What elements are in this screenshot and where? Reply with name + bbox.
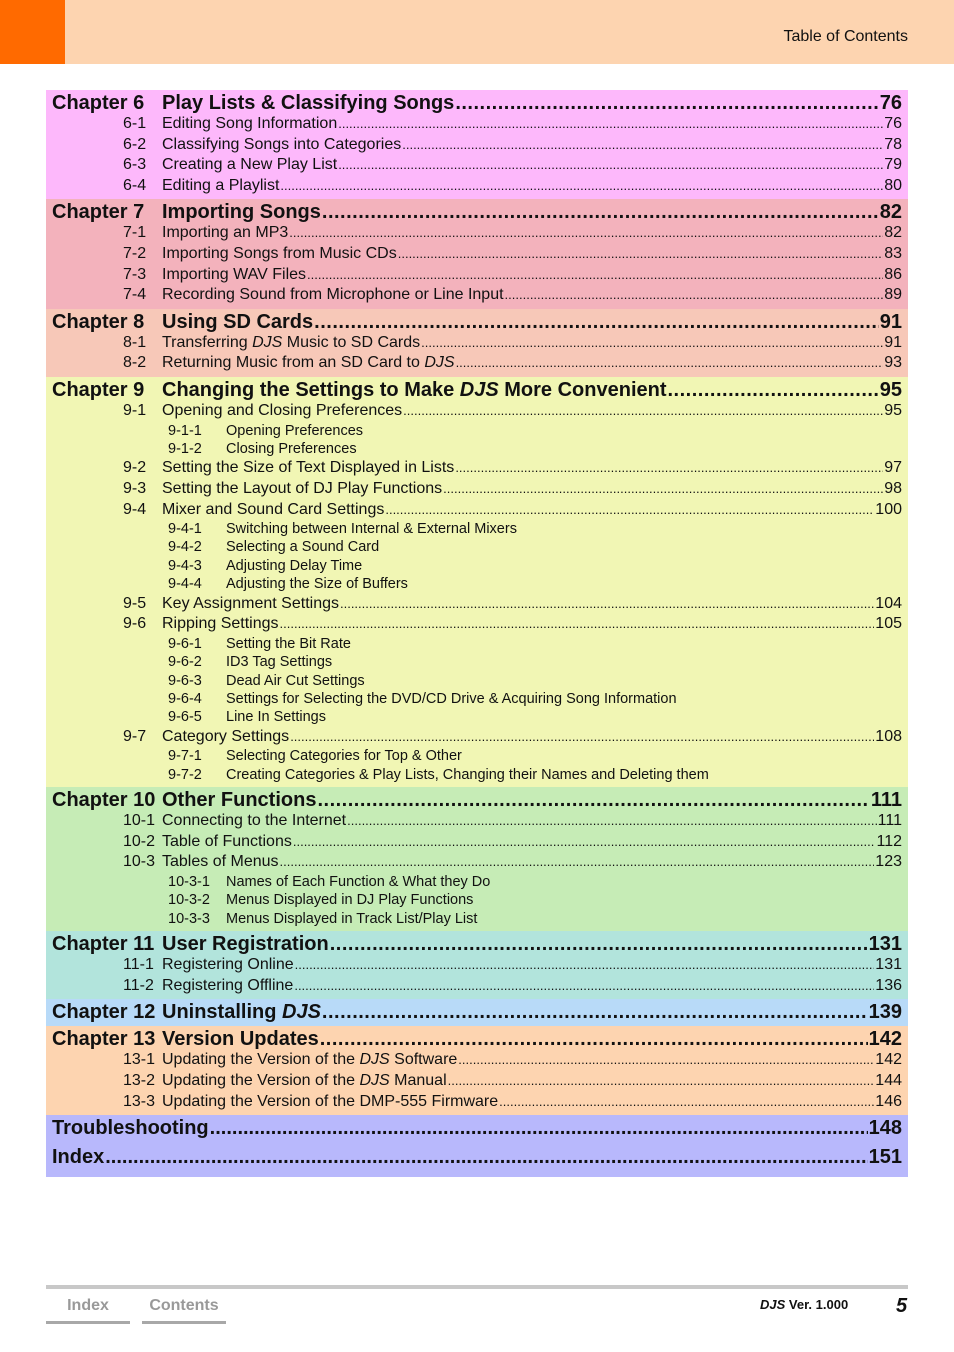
chapter-label: Chapter 11 bbox=[52, 933, 155, 956]
toc-item-9-4[interactable] bbox=[46, 501, 908, 522]
item-number: 7-2 bbox=[123, 244, 147, 262]
toc-item-6-2[interactable] bbox=[46, 136, 908, 157]
item-page: 82 bbox=[884, 224, 902, 242]
item-number: 11-2 bbox=[123, 976, 154, 994]
toc-item-8-1[interactable] bbox=[46, 334, 908, 355]
item-number: 9-4 bbox=[123, 500, 147, 518]
footer-contents-link[interactable]: Contents bbox=[142, 1296, 226, 1324]
item-title: Opening and Closing Preferences bbox=[162, 401, 403, 419]
chapter-label: Chapter 8 bbox=[52, 310, 145, 333]
subitem-number: 9-4-3 bbox=[168, 557, 202, 574]
item-number: 13-1 bbox=[123, 1051, 156, 1069]
subitem-title: Names of Each Function & What they Do bbox=[226, 873, 491, 890]
chapter-6-section bbox=[46, 90, 908, 199]
toc-subitem-9-4-1[interactable] bbox=[46, 521, 908, 539]
item-number: 8-1 bbox=[123, 333, 147, 351]
toc-subitem-10-3-2[interactable] bbox=[46, 892, 908, 910]
toc-chapter-10[interactable] bbox=[46, 789, 908, 812]
item-title: Returning Music from an SD Card to DJS bbox=[162, 354, 455, 372]
toc-item-7-4[interactable] bbox=[46, 286, 908, 307]
toc-subitem-9-1-2[interactable] bbox=[46, 441, 908, 459]
subitem-number: 9-6-4 bbox=[168, 691, 202, 708]
item-page: 142 bbox=[875, 1051, 902, 1069]
subitem-number: 9-7-1 bbox=[168, 748, 202, 765]
toc-chapter-6[interactable] bbox=[46, 92, 908, 115]
item-page: 123 bbox=[875, 853, 902, 871]
toc-item-11-2[interactable] bbox=[46, 977, 908, 998]
item-title: Key Assignment Settings bbox=[162, 594, 339, 612]
toc-item-7-1[interactable] bbox=[46, 224, 908, 245]
subitem-title: Line In Settings bbox=[226, 709, 326, 726]
subitem-title: Creating Categories & Play Lists, Changing their Names and Deleting them bbox=[226, 766, 709, 783]
item-number: 6-4 bbox=[123, 176, 147, 194]
item-title: Importing an MP3 bbox=[162, 224, 289, 242]
toc-subitem-9-4-3[interactable] bbox=[46, 558, 908, 576]
item-title: Registering Online bbox=[162, 956, 294, 974]
item-page: 146 bbox=[875, 1092, 902, 1110]
chapter-title: Play Lists & Classifying Songs bbox=[162, 92, 455, 114]
footer-divider bbox=[46, 1285, 908, 1289]
chapter-label: Chapter 12 bbox=[52, 1001, 156, 1024]
header-title: Table of Contents bbox=[783, 28, 908, 45]
subitem-title: ID3 Tag Settings bbox=[226, 654, 333, 671]
chapter-page: 139 bbox=[868, 1001, 902, 1024]
footer-index-link[interactable]: Index bbox=[46, 1296, 130, 1324]
item-page: 104 bbox=[875, 594, 902, 612]
chapter-title: Importing Songs bbox=[162, 201, 321, 224]
item-page: 108 bbox=[875, 727, 902, 745]
item-number: 9-3 bbox=[123, 479, 147, 497]
item-page: 91 bbox=[884, 333, 902, 351]
item-page: 83 bbox=[884, 244, 902, 262]
item-title: Recording Sound from Microphone or Line Input bbox=[162, 286, 504, 304]
chapter-12-section bbox=[46, 999, 908, 1026]
toc-item-9-3[interactable] bbox=[46, 480, 908, 501]
item-page: 131 bbox=[875, 956, 902, 974]
item-number: 7-3 bbox=[123, 265, 147, 283]
item-title: Updating the Version of the DJS Software bbox=[162, 1051, 458, 1069]
subitem-title: Setting the Bit Rate bbox=[226, 635, 351, 652]
index-page: 151 bbox=[868, 1146, 902, 1169]
item-title: Editing Song Information bbox=[162, 115, 338, 132]
item-title: Mixer and Sound Card Settings bbox=[162, 500, 385, 518]
chapter-page: 142 bbox=[868, 1028, 902, 1051]
toc-subitem-9-7-2[interactable] bbox=[46, 767, 908, 785]
item-page: 105 bbox=[875, 615, 902, 633]
chapter-page: 95 bbox=[879, 378, 902, 401]
item-page: 78 bbox=[884, 135, 902, 153]
toc-item-6-1[interactable] bbox=[46, 115, 908, 136]
item-number: 9-7 bbox=[123, 727, 147, 745]
subitem-number: 9-4-2 bbox=[168, 539, 202, 556]
subitem-title: Adjusting the Size of Buffers bbox=[226, 576, 408, 593]
toc-chapter-13[interactable] bbox=[46, 1028, 908, 1051]
item-page: 95 bbox=[884, 401, 902, 419]
subitem-title: Menus Displayed in Track List/Play List bbox=[226, 910, 478, 927]
chapter-page: 76 bbox=[879, 92, 902, 114]
item-number: 13-2 bbox=[123, 1071, 156, 1089]
chapter-label: Chapter 9 bbox=[52, 378, 145, 401]
toc-chapter-8[interactable] bbox=[46, 311, 908, 334]
item-number: 10-3 bbox=[123, 853, 156, 871]
subitem-title: Closing Preferences bbox=[226, 440, 357, 457]
item-number: 9-1 bbox=[123, 401, 147, 419]
chapter-13-section bbox=[46, 1026, 908, 1115]
item-title: Updating the Version of the DJS Manual bbox=[162, 1071, 447, 1089]
toc-item-7-3[interactable] bbox=[46, 266, 908, 287]
troubleshooting-title: Troubleshooting bbox=[52, 1117, 209, 1140]
subitem-title: Adjusting Delay Time bbox=[226, 557, 363, 574]
toc-item-6-4[interactable] bbox=[46, 177, 908, 198]
toc-item-9-5[interactable] bbox=[46, 595, 908, 616]
toc-item-13-1[interactable] bbox=[46, 1051, 908, 1072]
toc-subitem-9-1-1[interactable] bbox=[46, 423, 908, 441]
subitem-number: 9-4-1 bbox=[168, 521, 202, 538]
item-number: 9-5 bbox=[123, 594, 147, 612]
item-title: Ripping Settings bbox=[162, 615, 279, 633]
subitem-title: Selecting a Sound Card bbox=[226, 539, 380, 556]
item-title: Creating a New Play List bbox=[162, 156, 338, 174]
index-title: Index bbox=[52, 1146, 105, 1169]
item-title: Classifying Songs into Categories bbox=[162, 135, 402, 153]
toc-subitem-10-3-1[interactable] bbox=[46, 874, 908, 892]
item-number: 9-2 bbox=[123, 459, 147, 477]
item-title: Importing WAV Files bbox=[162, 265, 307, 283]
toc-chapter-7[interactable] bbox=[46, 201, 908, 224]
item-page: 136 bbox=[875, 976, 902, 994]
item-page: 80 bbox=[884, 176, 902, 194]
item-page: 93 bbox=[884, 354, 902, 372]
toc-item-9-2[interactable] bbox=[46, 459, 908, 480]
item-number: 6-3 bbox=[123, 156, 147, 174]
chapter-page: 91 bbox=[879, 310, 902, 333]
subitem-number: 9-4-4 bbox=[168, 576, 202, 593]
chapter-title: Using SD Cards bbox=[162, 310, 314, 333]
subitem-number: 9-6-1 bbox=[168, 635, 202, 652]
item-number: 11-1 bbox=[123, 956, 154, 974]
chapter-9-section bbox=[46, 377, 908, 787]
toc-subitem-9-7-1[interactable] bbox=[46, 748, 908, 766]
item-number: 8-2 bbox=[123, 354, 147, 372]
item-page: 89 bbox=[884, 286, 902, 304]
toc-item-9-7[interactable] bbox=[46, 728, 908, 749]
chapter-title: Changing the Settings to Make DJS More Convenient bbox=[162, 378, 667, 401]
item-title: Registering Offline bbox=[162, 976, 294, 994]
chapter-label: Chapter 10 bbox=[52, 789, 156, 812]
toc-subitem-9-4-4[interactable] bbox=[46, 576, 908, 594]
toc-subitem-9-6-5[interactable] bbox=[46, 709, 908, 727]
toc-subitem-9-6-2[interactable] bbox=[46, 654, 908, 672]
troubleshooting-page: 148 bbox=[868, 1117, 902, 1140]
subitem-title: Menus Displayed in DJ Play Functions bbox=[226, 892, 474, 909]
item-page: 97 bbox=[884, 459, 902, 477]
item-title: Table of Functions bbox=[162, 832, 292, 850]
toc-item-10-2[interactable] bbox=[46, 833, 908, 854]
chapter-7-section bbox=[46, 199, 908, 308]
subitem-title: Settings for Selecting the DVD/CD Drive & Acquiring Song Information bbox=[226, 691, 677, 708]
item-number: 10-1 bbox=[123, 812, 156, 830]
item-number: 7-1 bbox=[123, 224, 147, 242]
subitem-number: 9-1-2 bbox=[168, 440, 202, 457]
chapter-label: Chapter 6 bbox=[52, 92, 145, 114]
subitem-number: 9-7-2 bbox=[168, 766, 202, 783]
subitem-title: Opening Preferences bbox=[226, 422, 364, 439]
footer-version: DJS Ver. 1.000 bbox=[760, 1297, 849, 1312]
toc-item-13-2[interactable] bbox=[46, 1072, 908, 1093]
item-title: Category Settings bbox=[162, 727, 290, 745]
item-number: 7-4 bbox=[123, 286, 147, 304]
chapter-title: Version Updates bbox=[162, 1028, 319, 1051]
toc-chapter-12[interactable] bbox=[46, 1001, 908, 1024]
item-number: 6-2 bbox=[123, 135, 147, 153]
item-page: 76 bbox=[884, 115, 902, 132]
chapter-title: User Registration bbox=[162, 933, 329, 956]
item-title: Connecting to the Internet bbox=[162, 812, 347, 830]
item-number: 6-1 bbox=[123, 115, 147, 132]
item-title: Editing a Playlist bbox=[162, 176, 280, 194]
subitem-number: 10-3-1 bbox=[168, 873, 210, 890]
item-page: 112 bbox=[876, 832, 902, 850]
toc-item-10-1[interactable] bbox=[46, 812, 908, 833]
item-page: 111 bbox=[877, 812, 902, 830]
item-title: Importing Songs from Music CDs bbox=[162, 244, 397, 262]
subitem-title: Switching between Internal & External Mixers bbox=[226, 521, 517, 538]
item-number: 10-2 bbox=[123, 832, 156, 850]
item-number: 13-3 bbox=[123, 1092, 156, 1110]
chapter-page: 111 bbox=[870, 789, 902, 812]
toc-item-7-2[interactable] bbox=[46, 245, 908, 266]
subitem-number: 10-3-3 bbox=[168, 910, 210, 927]
subitem-number: 10-3-2 bbox=[168, 892, 210, 909]
table-of-contents bbox=[46, 90, 908, 1177]
subitem-number: 9-6-3 bbox=[168, 672, 202, 689]
item-page: 144 bbox=[875, 1071, 902, 1089]
toc-chapter-11[interactable] bbox=[46, 933, 908, 956]
item-page: 79 bbox=[884, 156, 902, 174]
item-number: 9-6 bbox=[123, 615, 147, 633]
chapter-label: Chapter 7 bbox=[52, 201, 145, 224]
item-title: Setting the Size of Text Displayed in Lists bbox=[162, 459, 455, 477]
subitem-number: 9-6-5 bbox=[168, 709, 202, 726]
toc-subitem-9-4-2[interactable] bbox=[46, 539, 908, 557]
item-title: Setting the Layout of DJ Play Functions bbox=[162, 479, 443, 497]
item-page: 86 bbox=[884, 265, 902, 283]
item-title: Tables of Menus bbox=[162, 853, 279, 871]
chapter-page: 131 bbox=[868, 933, 902, 956]
chapter-label: Chapter 13 bbox=[52, 1028, 156, 1051]
toc-subitem-9-6-3[interactable] bbox=[46, 673, 908, 691]
header-corner-block bbox=[0, 0, 65, 64]
toc-index[interactable] bbox=[46, 1146, 908, 1175]
item-title: Updating the Version of the DMP-555 Firmware bbox=[162, 1092, 499, 1110]
item-page: 98 bbox=[884, 479, 902, 497]
toc-item-8-2[interactable] bbox=[46, 354, 908, 375]
chapter-title: Other Functions bbox=[162, 789, 317, 812]
item-title: Transferring DJS Music to SD Cards bbox=[162, 333, 421, 351]
toc-item-9-1[interactable] bbox=[46, 402, 908, 423]
item-page: 100 bbox=[875, 500, 902, 518]
chapter-8-section bbox=[46, 309, 908, 377]
toc-chapter-9[interactable] bbox=[46, 379, 908, 402]
appendix-section bbox=[46, 1115, 908, 1177]
toc-item-9-6[interactable] bbox=[46, 615, 908, 636]
subitem-number: 9-6-2 bbox=[168, 654, 202, 671]
chapter-page: 82 bbox=[879, 201, 902, 224]
subitem-title: Selecting Categories for Top & Other bbox=[226, 748, 462, 765]
toc-item-13-3[interactable] bbox=[46, 1093, 908, 1114]
toc-subitem-10-3-3[interactable] bbox=[46, 911, 908, 929]
chapter-title: Uninstalling DJS bbox=[162, 1001, 321, 1024]
toc-item-11-1[interactable] bbox=[46, 956, 908, 977]
toc-item-10-3[interactable] bbox=[46, 853, 908, 874]
chapter-11-section bbox=[46, 931, 908, 999]
chapter-10-section bbox=[46, 787, 908, 931]
footer-page-number: 5 bbox=[896, 1295, 908, 1317]
toc-troubleshooting[interactable] bbox=[46, 1117, 908, 1146]
subitem-title: Dead Air Cut Settings bbox=[226, 672, 365, 689]
subitem-number: 9-1-1 bbox=[168, 422, 202, 439]
toc-subitem-9-6-1[interactable] bbox=[46, 636, 908, 654]
toc-item-6-3[interactable] bbox=[46, 156, 908, 177]
toc-subitem-9-6-4[interactable] bbox=[46, 691, 908, 709]
